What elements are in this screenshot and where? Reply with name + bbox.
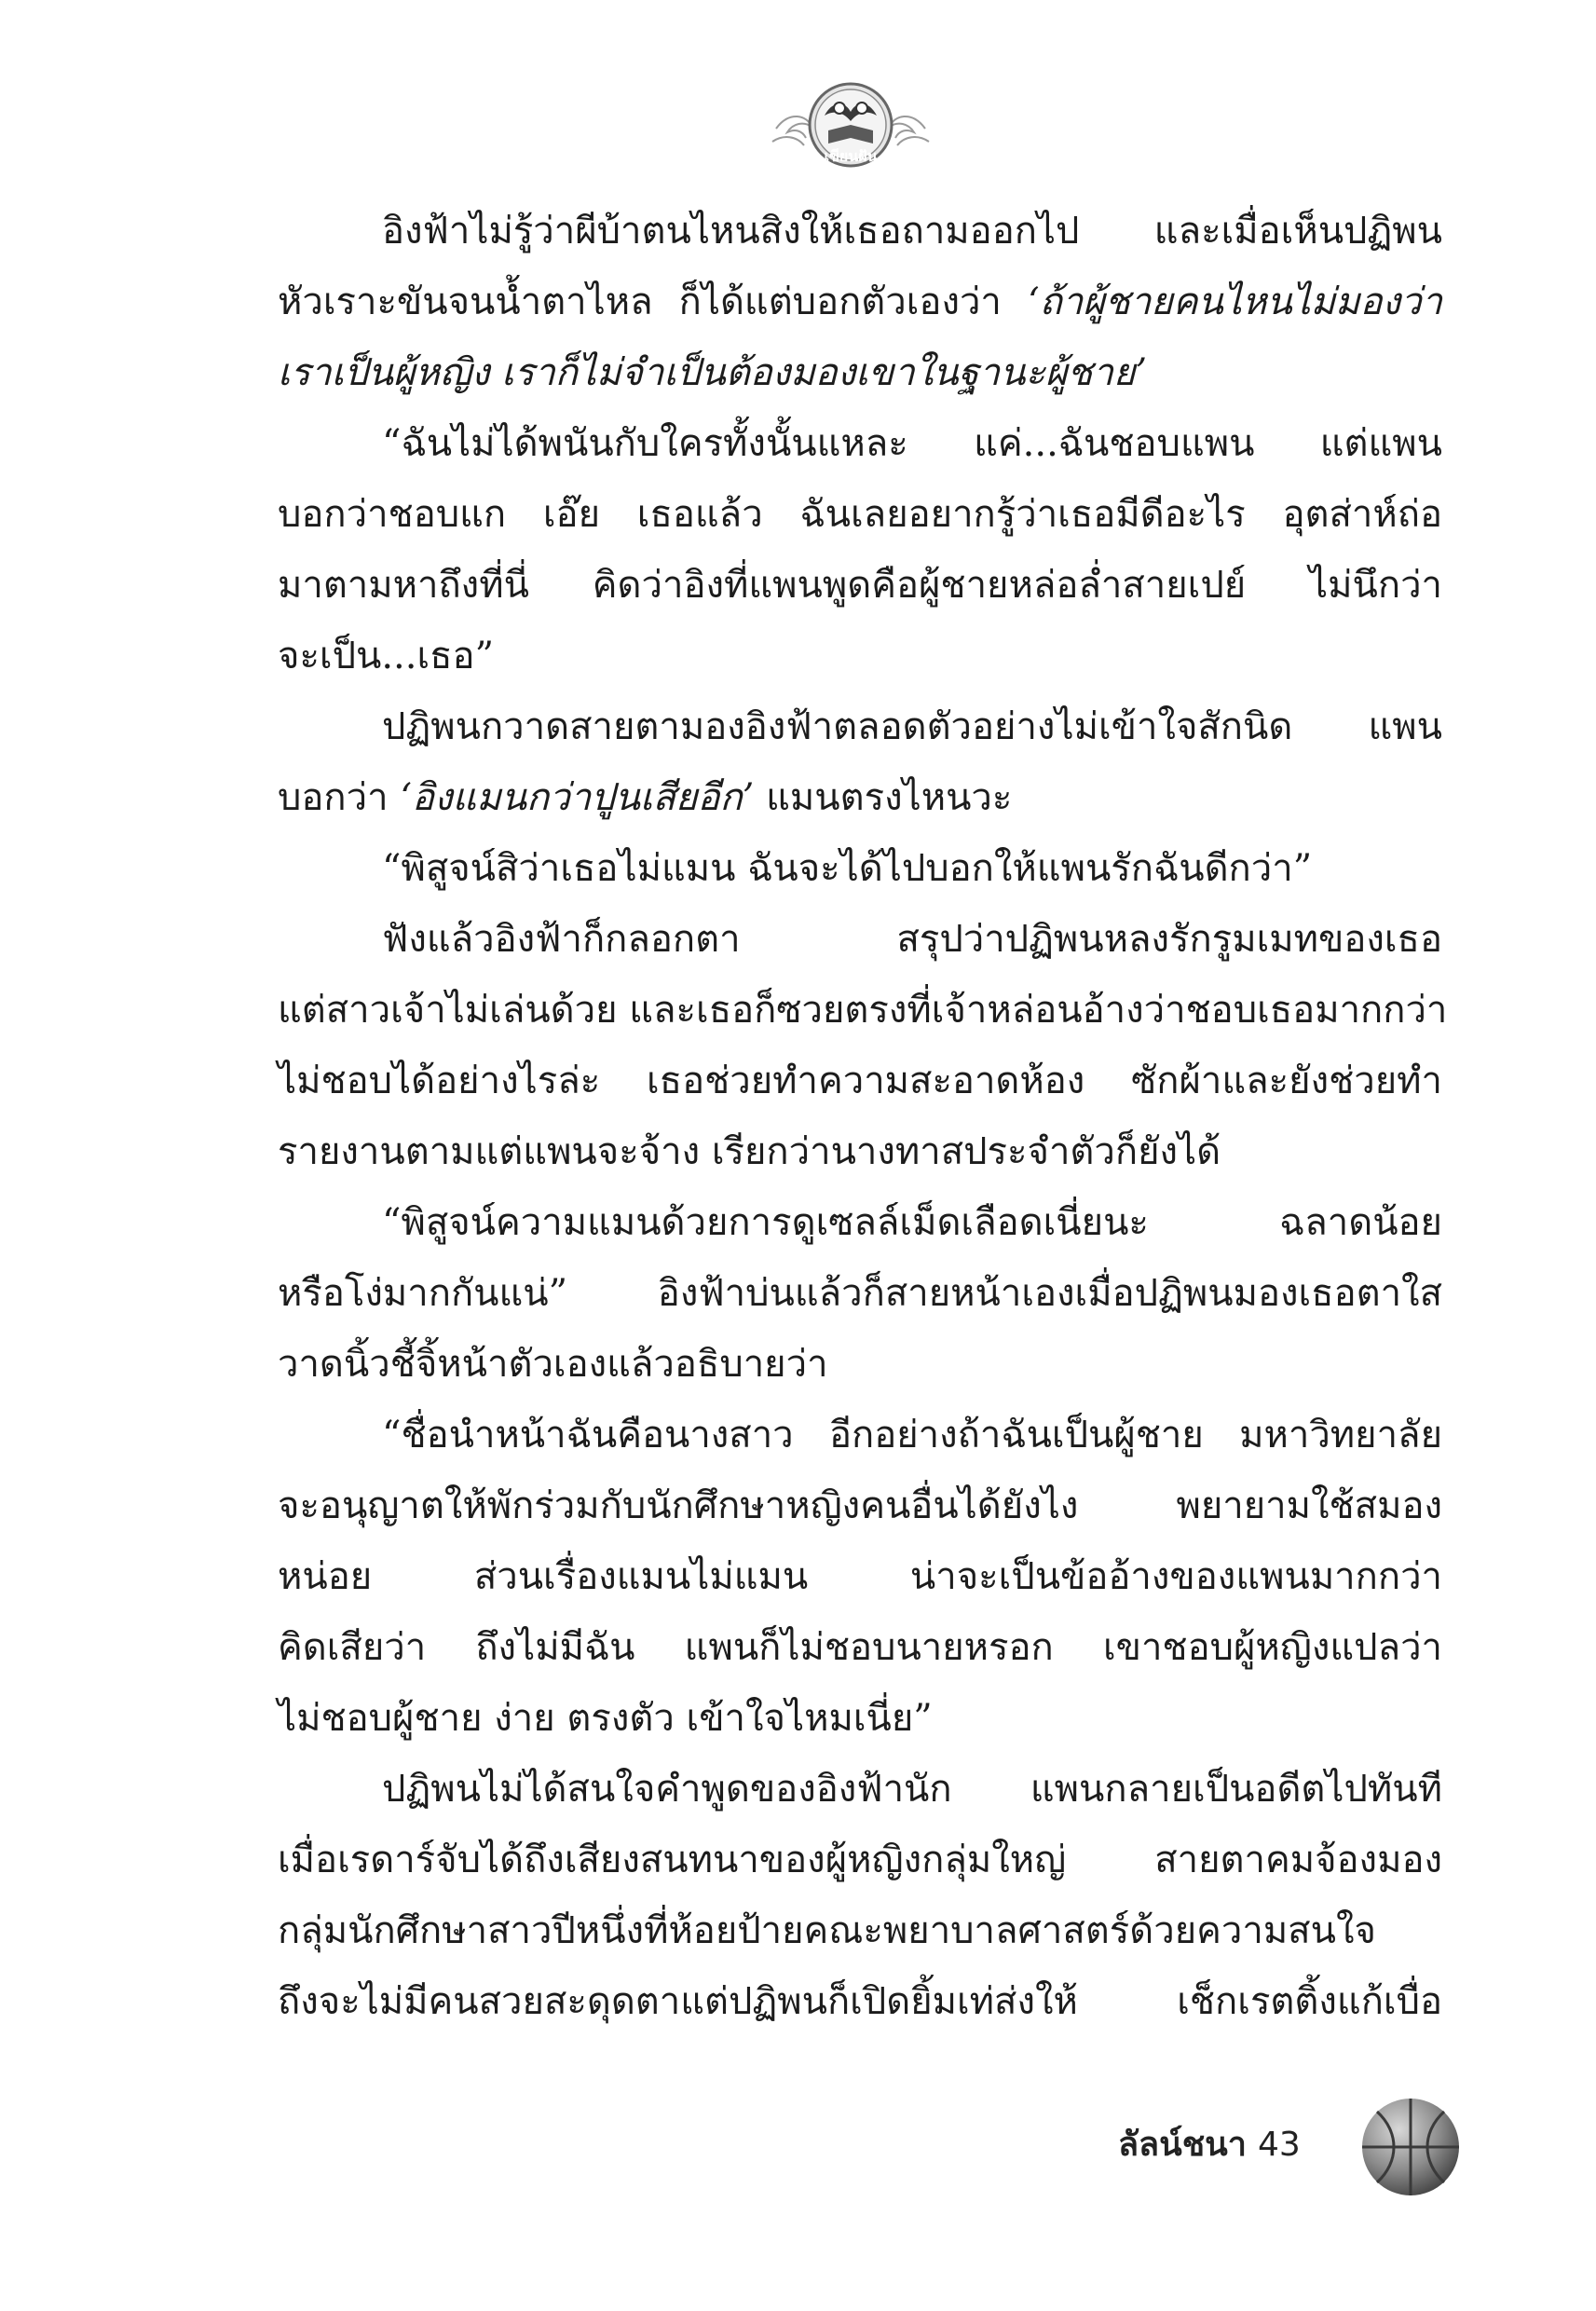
text-line: “พิสูจน์ความแมนด้วยการดูเซลล์เม็ดเลือดเนี่ยนะ ฉลาดน้อย bbox=[382, 1201, 1442, 1244]
text-line: จะเป็น...เธอ” bbox=[278, 635, 495, 677]
paragraph bbox=[278, 1187, 1442, 1400]
text-line: ปฏิพนไม่ได้สนใจคำพูดของอิงฟ้านัก แพนกลายเป็นอดีตไปทันที bbox=[382, 1768, 1442, 1811]
page-footer bbox=[1118, 2117, 1301, 2173]
logo-text: เขียนฝัน bbox=[824, 147, 878, 165]
text-line: อิงฟ้าไม่รู้ว่าผีบ้าตนไหนสิงให้เธอถามออกไป และเมื่อเห็นปฏิพน bbox=[382, 210, 1442, 253]
book-title: ลัลน์ชนา bbox=[1118, 2126, 1247, 2164]
italic-run: ‘อิงแมนกว่าปูนเสียอีก’ bbox=[400, 776, 755, 819]
text-line: บอกว่าชอบแก เอ๊ย เธอแล้ว ฉันเลยอยากรู้ว่าเธอมีดีอะไร อุตส่าห์ถ่อ bbox=[278, 493, 1442, 536]
text-line bbox=[278, 267, 1442, 337]
text-line: ถึงจะไม่มีคนสวยสะดุดตาแต่ปฏิพนก็เปิดยิ้มเท่ส่งให้ เช็กเรตติ้งแก้เบื่อ bbox=[278, 1980, 1442, 2023]
text-line: ไม่ชอบได้อย่างไรล่ะ เธอช่วยทำความสะอาดห้อง ซักผ้าและยังช่วยทำ bbox=[278, 1060, 1442, 1102]
paragraph bbox=[278, 1754, 1442, 2037]
text-line: จะอนุญาตให้พักร่วมกับนักศึกษาหญิงคนอื่นได้ยังไง พยายามใช้สมอง bbox=[278, 1484, 1442, 1527]
text-line: “ฉันไม่ได้พนันกับใครทั้งนั้นแหละ แค่...ฉันชอบแพน แต่แพน bbox=[382, 422, 1442, 465]
text-line: มาตามหาถึงที่นี่ คิดว่าอิงที่แพนพูดคือผู้ชายหล่อล่ำสายเปย์ ไม่นึกว่า bbox=[278, 564, 1442, 607]
text-line: หน่อย ส่วนเรื่องแมนไม่แมน น่าจะเป็นข้ออ้างของแพนมากกว่า bbox=[278, 1555, 1442, 1598]
text-run: บอกว่า bbox=[278, 776, 401, 819]
text-run: หัวเราะขันจนน้ำตาไหล ก็ได้แต่บอกตัวเองว่า bbox=[278, 280, 1028, 323]
page-number: 43 bbox=[1258, 2126, 1301, 2164]
paragraph bbox=[278, 408, 1442, 691]
paragraph bbox=[278, 196, 1442, 408]
paragraph bbox=[278, 833, 1442, 904]
text-line bbox=[278, 762, 1442, 833]
basketball-icon bbox=[1358, 2095, 1463, 2199]
paragraph bbox=[278, 904, 1448, 1187]
publisher-logo bbox=[771, 73, 931, 173]
text-line: ไม่ชอบผู้ชาย ง่าย ตรงตัว เข้าใจไหมเนี่ย” bbox=[278, 1697, 933, 1740]
page-body bbox=[278, 196, 1448, 2037]
paragraph bbox=[278, 691, 1442, 833]
italic-run: ‘ถ้าผู้ชายคนไหนไม่มองว่า bbox=[1027, 280, 1442, 323]
text-line: เราเป็นผู้หญิง เราก็ไม่จำเป็นต้องมองเขาในฐานะผู้ชาย’ bbox=[278, 351, 1148, 394]
text-run: แมนตรงไหนวะ bbox=[754, 776, 1013, 819]
text-line: แต่สาวเจ้าไม่เล่นด้วย และเธอก็ซวยตรงที่เจ้าหล่อนอ้างว่าชอบเธอมากกว่า bbox=[278, 989, 1448, 1032]
text-line: เมื่อเรดาร์จับได้ถึงเสียงสนทนาของผู้หญิงกลุ่มใหญ่ สายตาคมจ้องมอง bbox=[278, 1839, 1442, 1881]
text-line: “ชื่อนำหน้าฉันคือนางสาว อีกอย่างถ้าฉันเป็นผู้ชาย มหาวิทยาลัย bbox=[382, 1414, 1442, 1456]
text-line: หรือโง่มากกันแน่” อิงฟ้าบ่นแล้วก็สายหน้าเองเมื่อปฏิพนมองเธอตาใส bbox=[278, 1272, 1442, 1315]
text-line: ฟังแล้วอิงฟ้าก็กลอกตา สรุปว่าปฏิพนหลงรักรูมเมทของเธอ bbox=[382, 918, 1442, 961]
text-line: กลุ่มนักศึกษาสาวปีหนึ่งที่ห้อยป้ายคณะพยาบาลศาสตร์ด้วยความสนใจ bbox=[278, 1909, 1376, 1952]
text-line: คิดเสียว่า ถึงไม่มีฉัน แพนก็ไม่ชอบนายหรอก เขาชอบผู้หญิงแปลว่า bbox=[278, 1626, 1442, 1669]
paragraph bbox=[278, 1400, 1442, 1754]
text-line: “พิสูจน์สิว่าเธอไม่แมน ฉันจะได้ไปบอกให้แพนรักฉันดีกว่า” bbox=[382, 847, 1313, 890]
text-line: วาดนิ้วชี้จิ้หน้าตัวเองแล้วอธิบายว่า bbox=[278, 1343, 828, 1386]
text-line: รายงานตามแต่แพนจะจ้าง เรียกว่านางทาสประจำตัวก็ยังได้ bbox=[278, 1130, 1221, 1173]
text-line: ปฏิพนกวาดสายตามองอิงฟ้าตลอดตัวอย่างไม่เข้าใจสักนิด แพน bbox=[382, 705, 1442, 748]
